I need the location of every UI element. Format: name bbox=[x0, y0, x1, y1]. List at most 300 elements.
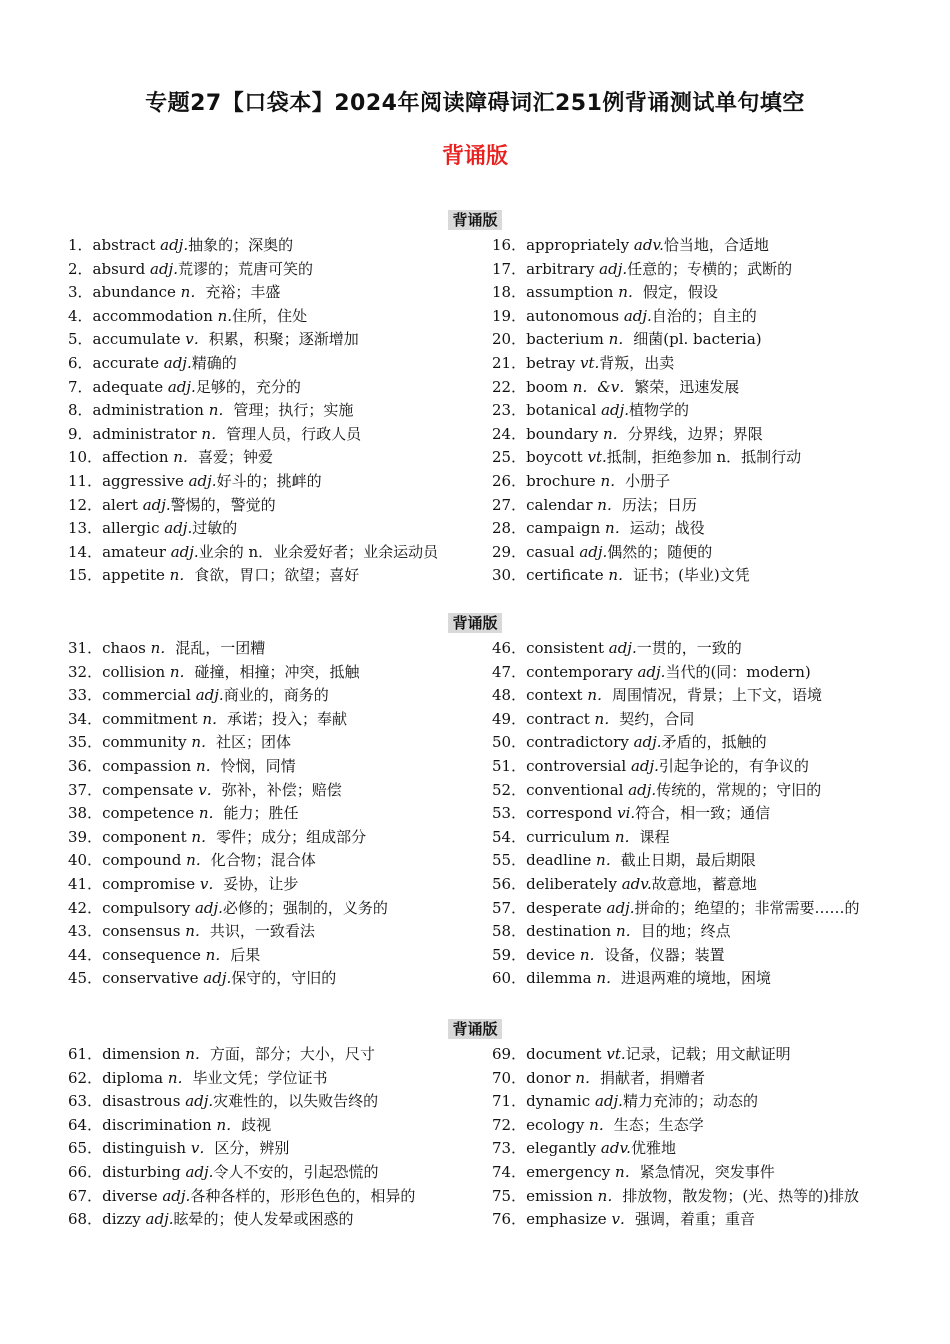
entry-word: ecology bbox=[526, 1115, 590, 1134]
entry-word: donor bbox=[526, 1068, 576, 1087]
vocab-entry bbox=[68, 897, 488, 921]
vocab-section-2 bbox=[0, 613, 950, 993]
vocab-entry bbox=[68, 234, 488, 258]
entry-part-of-speech: n． bbox=[180, 283, 206, 302]
entry-definition: 精确的 bbox=[191, 353, 237, 372]
entry-number: 16． bbox=[492, 236, 527, 254]
entry-part-of-speech: adj. bbox=[164, 519, 193, 538]
entry-number: 45． bbox=[68, 969, 103, 988]
entry-definition: 繁荣，迅速发展 bbox=[634, 377, 740, 396]
entry-number: 1． bbox=[68, 236, 93, 254]
entry-word: betray bbox=[526, 353, 580, 372]
entry-word: emphasize bbox=[526, 1210, 612, 1229]
entry-definition: 化合物；混合体 bbox=[210, 851, 316, 870]
entry-word: adequate bbox=[92, 377, 168, 396]
entry-part-of-speech: n． bbox=[594, 709, 620, 728]
entry-word: absurd bbox=[92, 259, 150, 278]
vocab-entry bbox=[68, 708, 488, 732]
vocab-entry bbox=[68, 637, 488, 661]
vocab-entry bbox=[492, 755, 932, 779]
vocab-section-1 bbox=[0, 210, 950, 590]
entry-definition: 碰撞，相撞；冲突，抵触 bbox=[194, 662, 360, 681]
entry-part-of-speech: adv. bbox=[621, 874, 652, 893]
entry-part-of-speech: n． bbox=[608, 566, 634, 585]
entry-number: 67． bbox=[68, 1186, 103, 1205]
entry-number: 26． bbox=[492, 471, 527, 490]
entry-word: appetite bbox=[102, 566, 170, 585]
entry-part-of-speech: n． bbox=[198, 804, 224, 823]
entry-word: diverse bbox=[102, 1186, 163, 1205]
entry-word: competence bbox=[102, 804, 199, 823]
vocab-section-3 bbox=[0, 1019, 950, 1239]
entry-word: affection bbox=[102, 448, 174, 467]
entry-number: 9． bbox=[68, 424, 93, 443]
entry-definition: 强调，着重；重音 bbox=[634, 1210, 755, 1229]
entry-definition: 歧视 bbox=[241, 1115, 272, 1134]
vocab-entry bbox=[492, 1067, 932, 1091]
entry-word: emergency bbox=[526, 1162, 616, 1181]
entry-part-of-speech: adj. bbox=[608, 639, 637, 657]
entry-part-of-speech: v． bbox=[190, 1139, 215, 1158]
entry-definition: 商业的，商务的 bbox=[223, 686, 329, 705]
vocab-entry bbox=[68, 731, 488, 755]
entry-part-of-speech: n． bbox=[150, 639, 176, 657]
vocab-column-left bbox=[68, 637, 488, 991]
entry-definition: 传统的，常规的；守旧的 bbox=[656, 780, 822, 799]
entry-word: document bbox=[526, 1045, 607, 1063]
entry-part-of-speech: adj. bbox=[594, 1092, 623, 1111]
entry-number: 2． bbox=[68, 259, 93, 278]
vocab-entry bbox=[68, 423, 488, 447]
entry-definition: 怜悯，同情 bbox=[220, 756, 296, 775]
entry-definition: 毕业文凭；学位证书 bbox=[192, 1068, 328, 1087]
entry-word: aggressive bbox=[102, 471, 189, 490]
entry-number: 51． bbox=[492, 756, 527, 775]
entry-number: 31． bbox=[68, 639, 103, 657]
entry-definition: 必修的；强制的，义务的 bbox=[222, 898, 388, 917]
entry-word: community bbox=[102, 733, 192, 752]
entry-definition: 各种各样的，形形色色的，相异的 bbox=[190, 1186, 416, 1205]
entry-part-of-speech: n． bbox=[173, 448, 198, 467]
entry-part-of-speech: n． bbox=[185, 922, 210, 941]
entry-number: 35． bbox=[68, 733, 103, 752]
entry-number: 18． bbox=[492, 283, 527, 302]
vocab-entry bbox=[68, 1114, 488, 1138]
entry-number: 59． bbox=[492, 945, 527, 964]
entry-number: 40． bbox=[68, 851, 103, 870]
entry-definition: 好斗的；挑衅的 bbox=[216, 471, 322, 490]
entry-word: collision bbox=[102, 662, 170, 681]
entry-word: deadline bbox=[526, 851, 597, 870]
entry-word: botanical bbox=[526, 401, 602, 420]
entry-definition: 截止日期，最后期限 bbox=[620, 851, 756, 870]
entry-part-of-speech: adj. bbox=[185, 1092, 214, 1111]
entry-definition: 契约，合同 bbox=[619, 709, 695, 728]
entry-number: 73． bbox=[492, 1139, 527, 1158]
entry-part-of-speech: n． bbox=[587, 686, 613, 705]
entry-definition: 引起争论的，有争议的 bbox=[658, 756, 809, 775]
entry-definition: 管理；执行；实施 bbox=[233, 401, 354, 420]
vocab-entry bbox=[68, 258, 488, 282]
entry-part-of-speech: n． bbox=[185, 1045, 210, 1063]
entry-number: 13． bbox=[68, 519, 103, 538]
document-title: 专题27【口袋本】2024年阅读障碍词汇251例背诵测试单句填空 bbox=[145, 91, 805, 116]
entry-part-of-speech: adj. bbox=[163, 353, 192, 372]
vocab-entry bbox=[68, 684, 488, 708]
entry-part-of-speech: adj. bbox=[630, 756, 659, 775]
entry-word: brochure bbox=[526, 471, 601, 490]
entry-number: 54． bbox=[492, 827, 527, 846]
entry-part-of-speech: vt. bbox=[606, 1045, 626, 1063]
vocab-entry bbox=[492, 967, 932, 991]
section-heading-label: 背诵版 bbox=[448, 210, 501, 230]
vocab-entry bbox=[492, 376, 932, 400]
entry-definition: 生态；生态学 bbox=[613, 1115, 704, 1134]
entry-definition: 过敏的 bbox=[192, 519, 238, 538]
entry-part-of-speech: n． bbox=[186, 851, 211, 870]
entry-part-of-speech: adj. bbox=[150, 259, 178, 278]
vocab-entry bbox=[492, 1114, 932, 1138]
vocab-entry bbox=[68, 1208, 488, 1232]
entry-number: 33． bbox=[68, 686, 103, 705]
vocab-entry bbox=[68, 281, 488, 305]
entry-definition: 妥协，让步 bbox=[223, 874, 299, 893]
entry-word: consequence bbox=[102, 945, 206, 964]
vocab-entry bbox=[68, 541, 488, 565]
vocab-entry bbox=[492, 517, 932, 541]
vocab-entry bbox=[492, 281, 932, 305]
entry-word: alert bbox=[102, 495, 143, 514]
entry-word: assumption bbox=[526, 283, 619, 302]
entry-part-of-speech: n． bbox=[202, 709, 228, 728]
entry-part-of-speech: n． bbox=[201, 424, 227, 443]
entry-word: dimension bbox=[102, 1045, 186, 1063]
entry-number: 42． bbox=[68, 898, 103, 917]
entry-number: 75． bbox=[492, 1186, 527, 1205]
entry-number: 69． bbox=[492, 1045, 527, 1063]
entry-word: compound bbox=[102, 851, 187, 870]
entry-part-of-speech: n. bbox=[217, 306, 233, 325]
entry-word: diploma bbox=[102, 1068, 168, 1087]
entry-definition: 警惕的，警觉的 bbox=[170, 495, 276, 514]
vocab-entry bbox=[68, 305, 488, 329]
vocab-entry bbox=[492, 305, 932, 329]
vocab-column-left bbox=[68, 1043, 488, 1232]
entry-number: 71． bbox=[492, 1092, 527, 1111]
entry-part-of-speech: n． bbox=[191, 827, 217, 846]
vocab-entry bbox=[68, 661, 488, 685]
entry-part-of-speech: v． bbox=[199, 874, 224, 893]
entry-part-of-speech: adj. bbox=[623, 306, 652, 325]
entry-definition: 符合，相一致；通信 bbox=[635, 804, 771, 823]
entry-definition: 证书；(毕业)文凭 bbox=[633, 566, 750, 585]
entry-part-of-speech: v． bbox=[611, 1210, 635, 1229]
entry-number: 12． bbox=[68, 495, 103, 514]
entry-number: 4． bbox=[68, 306, 93, 325]
entry-part-of-speech: adv. bbox=[600, 1139, 631, 1158]
entry-number: 30． bbox=[492, 566, 527, 585]
vocab-entry bbox=[68, 826, 488, 850]
entry-word: component bbox=[102, 827, 192, 846]
vocab-entry bbox=[68, 849, 488, 873]
entry-part-of-speech: n． bbox=[575, 1068, 601, 1087]
entry-part-of-speech: adj. bbox=[601, 401, 630, 420]
section-heading-label: 背诵版 bbox=[448, 1019, 501, 1039]
entry-number: 29． bbox=[492, 542, 527, 561]
entry-number: 50． bbox=[492, 733, 527, 752]
vocab-entry bbox=[492, 1161, 932, 1185]
vocab-entry bbox=[492, 802, 932, 826]
entry-number: 68． bbox=[68, 1210, 103, 1229]
vocab-entry bbox=[492, 423, 932, 447]
entry-number: 25． bbox=[492, 448, 527, 467]
entry-number: 56． bbox=[492, 874, 527, 893]
vocab-entry bbox=[492, 849, 932, 873]
vocab-column-right bbox=[492, 637, 932, 991]
entry-word: arbitrary bbox=[526, 259, 600, 278]
entry-number: 65． bbox=[68, 1139, 103, 1158]
entry-number: 48． bbox=[492, 686, 527, 705]
entry-word: emission bbox=[526, 1186, 598, 1205]
vocab-entry bbox=[68, 920, 488, 944]
entry-part-of-speech: adj. bbox=[194, 898, 223, 917]
entry-number: 47． bbox=[492, 662, 527, 681]
entry-part-of-speech: adj. bbox=[162, 1186, 191, 1205]
entry-word: accumulate bbox=[92, 330, 186, 349]
entry-part-of-speech: n． bbox=[191, 733, 217, 752]
entry-number: 44． bbox=[68, 945, 103, 964]
entry-part-of-speech: adj. bbox=[628, 780, 657, 799]
entry-definition: 记录，记载；用文献证明 bbox=[625, 1045, 791, 1063]
entry-part-of-speech: adj. bbox=[195, 686, 224, 705]
vocab-entry bbox=[492, 541, 932, 565]
vocab-entry bbox=[68, 802, 488, 826]
entry-part-of-speech: adj. bbox=[599, 259, 628, 278]
entry-definition: 拼命的；绝望的；非常需要……的 bbox=[634, 898, 860, 917]
entry-number: 52． bbox=[492, 780, 527, 799]
entry-part-of-speech: n． bbox=[600, 471, 626, 490]
entry-word: device bbox=[526, 945, 580, 964]
entry-number: 24． bbox=[492, 424, 527, 443]
entry-definition: 植物学的 bbox=[629, 401, 690, 420]
entry-number: 55． bbox=[492, 851, 527, 870]
entry-definition: 眩晕的；使人发晕或困惑的 bbox=[173, 1210, 354, 1229]
entry-number: 19． bbox=[492, 306, 527, 325]
entry-word: accurate bbox=[92, 353, 164, 372]
entry-word: dynamic bbox=[526, 1092, 595, 1111]
entry-definition: 紧急情况，突发事件 bbox=[639, 1162, 775, 1181]
vocab-entry bbox=[68, 1137, 488, 1161]
entry-number: 39． bbox=[68, 827, 103, 846]
entry-definition: 优雅地 bbox=[630, 1139, 676, 1158]
entry-part-of-speech: n．&v． bbox=[572, 377, 635, 396]
entry-part-of-speech: n． bbox=[618, 283, 643, 302]
vocab-entry bbox=[492, 446, 932, 470]
section-heading bbox=[0, 613, 950, 633]
entry-definition: 食欲，胃口；欲望；喜好 bbox=[194, 566, 360, 585]
entry-word: contemporary bbox=[526, 662, 638, 681]
entry-part-of-speech: n． bbox=[608, 330, 634, 349]
entry-word: distinguish bbox=[102, 1139, 191, 1158]
vocab-entry bbox=[492, 684, 932, 708]
entry-number: 38． bbox=[68, 804, 103, 823]
entry-definition: 零件；成分；组成部分 bbox=[216, 827, 367, 846]
entry-number: 6． bbox=[68, 353, 93, 372]
entry-part-of-speech: n． bbox=[169, 566, 195, 585]
entry-word: compassion bbox=[102, 756, 196, 775]
vocab-entry bbox=[68, 517, 488, 541]
entry-number: 8． bbox=[68, 401, 93, 420]
vocab-entry bbox=[68, 352, 488, 376]
vocab-entry bbox=[492, 564, 932, 588]
entry-part-of-speech: adj. bbox=[606, 898, 635, 917]
entry-part-of-speech: n． bbox=[589, 1115, 614, 1134]
vocab-entry bbox=[68, 494, 488, 518]
entry-part-of-speech: adj. bbox=[167, 377, 196, 396]
entry-definition: 保守的，守旧的 bbox=[231, 969, 337, 988]
vocab-column-right bbox=[492, 234, 932, 588]
entry-part-of-speech: n． bbox=[615, 922, 641, 941]
entry-word: casual bbox=[526, 542, 580, 561]
entry-number: 5． bbox=[68, 330, 93, 349]
entry-number: 28． bbox=[492, 519, 527, 538]
vocab-entry bbox=[68, 1043, 488, 1067]
entry-number: 37． bbox=[68, 780, 103, 799]
entry-word: campaign bbox=[526, 519, 606, 538]
entry-definition: 运动；战役 bbox=[629, 519, 705, 538]
vocab-entry bbox=[68, 944, 488, 968]
entry-number: 23． bbox=[492, 401, 527, 420]
section-heading-label: 背诵版 bbox=[448, 613, 501, 633]
entry-number: 46． bbox=[492, 639, 527, 657]
vocab-entry bbox=[492, 352, 932, 376]
vocab-entry bbox=[492, 637, 932, 661]
entry-word: correspond bbox=[526, 804, 618, 823]
entry-number: 36． bbox=[68, 756, 103, 775]
entry-word: boycott bbox=[526, 448, 588, 467]
entry-number: 22． bbox=[492, 377, 527, 396]
entry-definition: 足够的，充分的 bbox=[195, 377, 301, 396]
entry-word: deliberately bbox=[526, 874, 622, 893]
entry-number: 58． bbox=[492, 922, 527, 941]
vocab-column-left bbox=[68, 234, 488, 588]
entry-definition: 一贯的，一致的 bbox=[636, 639, 742, 657]
vocab-entry bbox=[492, 494, 932, 518]
vocab-entry bbox=[492, 920, 932, 944]
entry-definition: 排放物，散发物；(光、热等的)排放 bbox=[622, 1186, 860, 1205]
entry-definition: 历法；日历 bbox=[621, 495, 697, 514]
vocab-entry bbox=[68, 328, 488, 352]
entry-definition: 积累，积聚；逐渐增加 bbox=[208, 330, 359, 349]
vocab-entry bbox=[492, 1208, 932, 1232]
entry-number: 70． bbox=[492, 1068, 527, 1087]
vocab-entry bbox=[68, 1090, 488, 1114]
entry-word: contract bbox=[526, 709, 595, 728]
entry-word: accommodation bbox=[92, 306, 218, 325]
entry-word: consensus bbox=[102, 922, 186, 941]
entry-part-of-speech: n． bbox=[597, 1186, 623, 1205]
entry-part-of-speech: n． bbox=[216, 1115, 242, 1134]
entry-part-of-speech: n． bbox=[208, 401, 234, 420]
entry-word: disturbing bbox=[102, 1162, 186, 1181]
vocab-entry bbox=[68, 446, 488, 470]
entry-part-of-speech: n． bbox=[597, 495, 622, 514]
entry-number: 53． bbox=[492, 804, 527, 823]
entry-number: 74． bbox=[492, 1162, 527, 1181]
entry-definition: 荒谬的；荒唐可笑的 bbox=[177, 259, 313, 278]
vocab-entry bbox=[68, 564, 488, 588]
vocab-column-right bbox=[492, 1043, 932, 1232]
vocab-entry bbox=[68, 967, 488, 991]
entry-part-of-speech: adj. bbox=[633, 733, 662, 752]
vocab-entry bbox=[492, 826, 932, 850]
entry-number: 61． bbox=[68, 1045, 103, 1063]
entry-definition: 充裕；丰盛 bbox=[205, 283, 281, 302]
entry-definition: 背叛，出卖 bbox=[599, 353, 675, 372]
section-heading bbox=[0, 210, 950, 230]
entry-part-of-speech: n． bbox=[614, 827, 640, 846]
entry-number: 3． bbox=[68, 283, 93, 302]
entry-number: 41． bbox=[68, 874, 103, 893]
entry-word: certificate bbox=[526, 566, 609, 585]
entry-definition: 业余的 n．业余爱好者；业余运动员 bbox=[198, 542, 439, 561]
entry-number: 76． bbox=[492, 1210, 527, 1229]
vocab-entry bbox=[492, 944, 932, 968]
entry-part-of-speech: n． bbox=[596, 851, 621, 870]
entry-part-of-speech: n． bbox=[205, 945, 231, 964]
entry-word: discrimination bbox=[102, 1115, 217, 1134]
entry-part-of-speech: n． bbox=[169, 662, 195, 681]
vocab-entry bbox=[68, 873, 488, 897]
entry-number: 21． bbox=[492, 353, 527, 372]
entry-definition: 课程 bbox=[639, 827, 670, 846]
vocab-entry bbox=[68, 755, 488, 779]
entry-word: commitment bbox=[102, 709, 203, 728]
entry-word: amateur bbox=[102, 542, 171, 561]
entry-definition: 假定，假设 bbox=[642, 283, 718, 302]
entry-definition: 令人不安的，引起恐慌的 bbox=[213, 1162, 379, 1181]
entry-word: compromise bbox=[102, 874, 200, 893]
entry-definition: 目的地；终点 bbox=[640, 922, 731, 941]
entry-definition: 能力；胜任 bbox=[223, 804, 299, 823]
entry-definition: 细菌(pl. bacteria) bbox=[633, 330, 762, 349]
entry-definition: 住所，住处 bbox=[232, 306, 308, 325]
entry-part-of-speech: adj. bbox=[203, 969, 232, 988]
entry-word: dilemma bbox=[526, 969, 597, 988]
vocab-entry bbox=[492, 258, 932, 282]
entry-definition: 共识，一致看法 bbox=[209, 922, 315, 941]
entry-number: 34． bbox=[68, 709, 103, 728]
vocab-entry bbox=[492, 1185, 932, 1209]
entry-part-of-speech: adv. bbox=[633, 236, 664, 254]
entry-definition: 偶然的；随便的 bbox=[607, 542, 713, 561]
entry-word: abstract bbox=[92, 236, 161, 254]
vocab-entry bbox=[68, 399, 488, 423]
entry-definition: 设备，仪器；装置 bbox=[604, 945, 725, 964]
entry-word: calendar bbox=[526, 495, 598, 514]
entry-word: commercial bbox=[102, 686, 196, 705]
entry-word: bacterium bbox=[526, 330, 609, 349]
entry-number: 17． bbox=[492, 259, 527, 278]
entry-number: 32． bbox=[68, 662, 103, 681]
vocab-entry bbox=[492, 234, 932, 258]
entry-definition: 自治的；自主的 bbox=[651, 306, 757, 325]
entry-number: 66． bbox=[68, 1162, 103, 1181]
entry-part-of-speech: vt. bbox=[587, 448, 607, 467]
vocab-entry bbox=[492, 779, 932, 803]
entry-number: 27． bbox=[492, 495, 527, 514]
vocab-entry bbox=[492, 708, 932, 732]
